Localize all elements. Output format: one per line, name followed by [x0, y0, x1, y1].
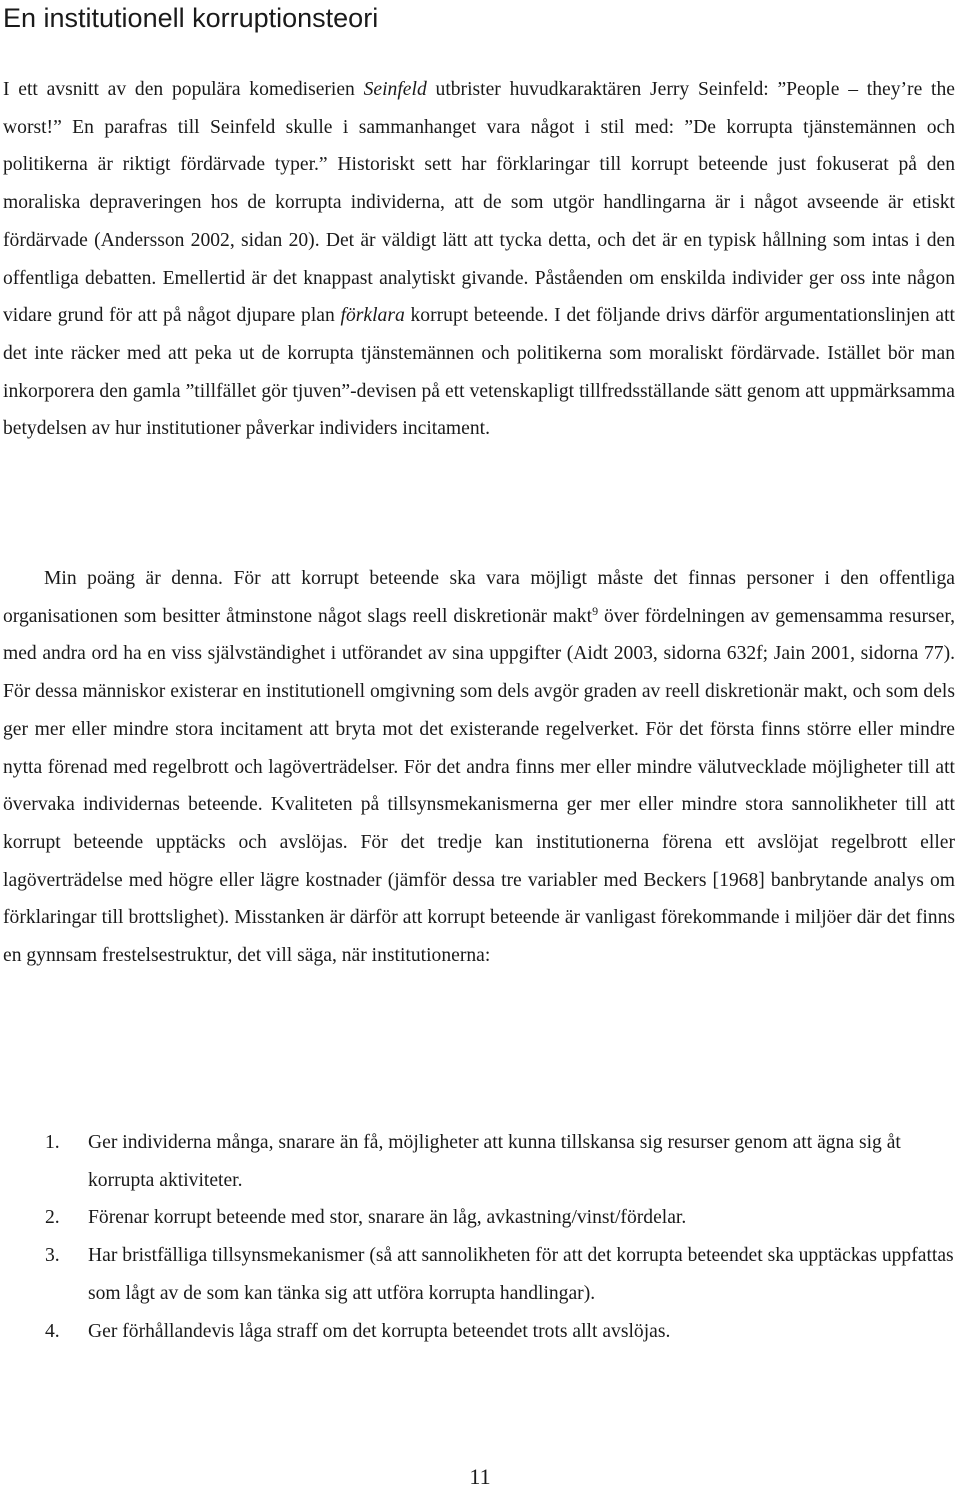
- list-item: [0, 1199, 955, 1237]
- list-item-number: 3.: [45, 1245, 60, 1267]
- list-item-number: 2.: [45, 1207, 60, 1229]
- show-title-seinfeld: Seinfeld: [363, 79, 427, 100]
- emphasis-forklara: förklara: [340, 305, 405, 327]
- list-item-text: Förenar korrupt beteende med stor, snarare än låg, avkastning/vinst/fördelar.: [88, 1207, 687, 1229]
- page-number: 11: [469, 1464, 491, 1489]
- list-item: [0, 1237, 955, 1312]
- paragraph-1-text-b: utbrister huvudkaraktären Jerry Seinfeld: ”People – they’re the worst!” En parafras till Seinfeld skulle i sammanhanget vara något i stil med: ”De korrupta tjänstemännen och politikerna är riktigt fördärvade typer.” Historiskt sett har förklaringar till korrupt beteende just fokuserat på den moraliska depraveringen hos de korrupta individerna, att de som utgör handlingarna är i något avseende är etiskt fördärvade (Andersson 2002, sidan 20). Det är väldigt lätt att tycka detta, och det är en typisk hållning som intas i den offentliga debatten. Emellertid är det knappast analytiskt givande. Påståenden om enskilda individer ger oss inte någon vidare grund för att på något djupare plan: [3, 79, 955, 327]
- list-item-number: 1.: [45, 1132, 60, 1153]
- footnote-reference[interactable]: 9: [592, 603, 599, 618]
- list-item-text: Har bristfälliga tillsynsmekanismer (så att sannolikheten för att det korrupta beteendet ska upptäckas uppfattas som lågt av de som kan tänka sig att utföra korrupta handlingar).: [88, 1245, 954, 1304]
- list-item-text: Ger förhållandevis låga straff om det korrupta beteendet trots allt avslöjas.: [88, 1320, 671, 1342]
- list-item-number: 4.: [45, 1320, 60, 1342]
- body-paragraph-1: [3, 71, 955, 448]
- list-item-text: Ger individerna många, snarare än få, möjligheter att kunna tillskansa sig resurser genom att ägna sig åt korrupta aktiviteter.: [88, 1132, 901, 1191]
- body-paragraph-2: [3, 560, 955, 975]
- paragraph-1-text-a: I ett avsnitt av den populära komediserien: [3, 79, 364, 100]
- numbered-list: [0, 1124, 955, 1350]
- paragraph-2-text-a: Min poäng är denna. För att korrupt beteende ska vara möjligt måste det finnas personer i den offentliga organisationen som besitter åtminstone något slags reell diskretionär makt: [3, 568, 955, 627]
- section-heading: En institutionell korruptionsteori: [3, 3, 379, 33]
- paragraph-1-text-c: korrupt beteende. I det följande drivs därför argumentationslinjen att det inte räcker med att peka ut de korrupta tjänstemännen och politikerna som moraliskt fördärvade. Istället bör man inkorporera den gamla ”tillfället gör tjuven”-devisen på ett vetenskapligt tillfredsställande sätt genom att uppmärksamma betydelsen av hur institutioner påverkar individers incitament.: [3, 305, 955, 440]
- list-item: [0, 1124, 955, 1199]
- list-item: [0, 1313, 955, 1351]
- paragraph-2-text-b: över fördelningen av gemensamma resurser, med andra ord ha en viss självständighet i utförandet av sina uppgifter (Aidt 2003, sidorna 632f; Jain 2001, sidorna 77). För dessa människor existerar en institutionell omgivning som dels avgör graden av reell diskretionär makt, och som dels ger mer eller mindre stora incitament att bryta mot det existerande regelverket. För det första finns större eller mindre nytta förenad med regelbrott och lagöverträdelser. För det andra finns mer eller mindre välutvecklade möjligheter till att övervaka individernas beteende. Kvaliteten på tillsynsmekanismerna ger mer eller mindre stora sannolikheter till att korrupt beteende upptäcks och avslöjas. För det tredje kan institutionerna förena ett avslöjat regelbrott eller lagöverträdelse med högre eller lägre kostnader (jämför dessa tre variabler med Beckers [1968] banbrytande analys om förklaringar till brottslighet). Misstanken är därför att korrupt beteende är vanligast förekommande i miljöer där det finns en gynnsam frestelsestruktur, det vill säga, när institutionerna:: [3, 605, 955, 967]
